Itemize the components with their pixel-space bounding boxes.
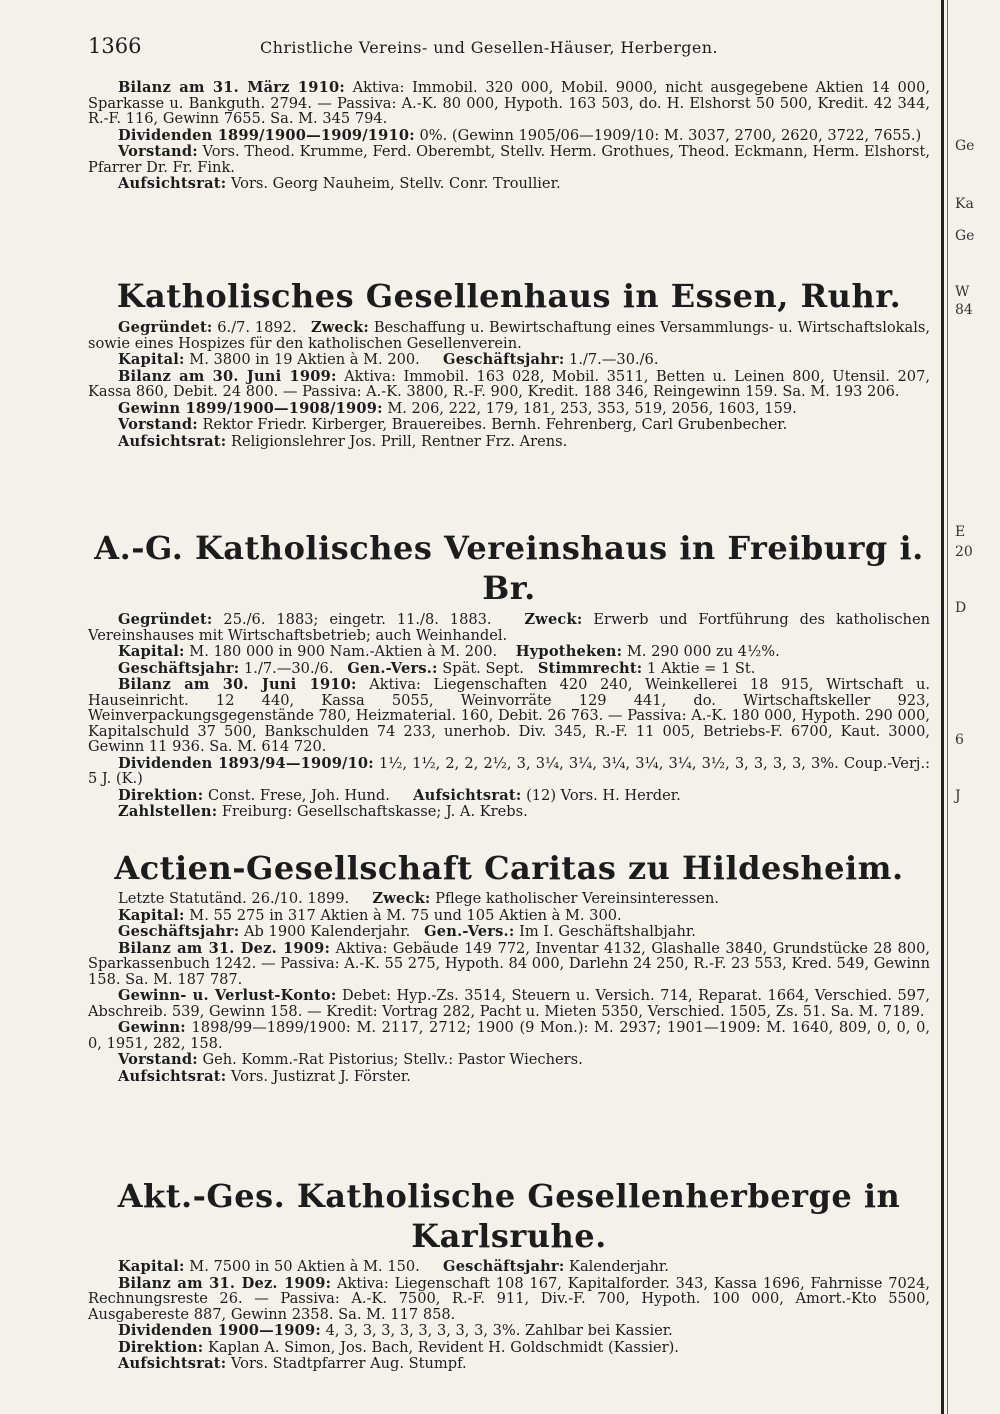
page-number: 1366 [88, 34, 142, 58]
section-karlsruhe [88, 1176, 930, 1373]
margin-fragment: 6 [955, 732, 964, 748]
zweck-label: Zweck: [524, 611, 583, 628]
vorstand-text: Geh. Komm.-Rat Pistorius; Stellv.: Pastor Wiechers. [202, 1051, 583, 1068]
direktion-text: Kaplan A. Simon, Jos. Bach, Revident H. Goldschmidt (Kassier). [207, 1338, 679, 1356]
gegruendet-label: Gegründet: [118, 319, 213, 336]
direktion-label: Direktion: [118, 1338, 204, 1356]
kapital-label: Kapital: [118, 351, 185, 368]
hypotheken-label: Hypotheken: [515, 643, 623, 660]
aufsichtsrat-text: Vors. Stadtpfarrer Aug. Stumpf. [230, 1355, 467, 1372]
column-rule [941, 0, 944, 1414]
genvers-text: Spät. Sept. [442, 659, 524, 677]
geschaeftsjahr-label: Geschäftsjahr: [443, 351, 565, 368]
heading-karlsruhe: Akt.-Ges. Katholische Gesellenherberge in Karlsruhe. [117, 1177, 901, 1255]
bilanz-label: Bilanz am 30. Juni 1909: [118, 367, 337, 385]
bilanz-text: Aktiva: Gebäude 149 772, Inventar 4132, Glashalle 3840, Grundstücke 28 800, Sparkassenbuch 1242. — Passiva: A.-K. 55 275, Hypoth. 84 000, Darlehn 24 250, R.-F. 23 553, Kred. 549, Gewinn 158. Sa. M. 187 787. [88, 939, 931, 988]
bilanz-text: Aktiva: Liegenschaft 108 167, Kapitalforder. 343, Kassa 1696, Fahrnisse 7024, Rechnungsreste 26. — Passiva: A.-K. 7500, R.-F. 911, Div.-F. 700, Hypoth. 100 000, Amort.-Kto 5500, Ausgabereste 887, Gewinn 2358. Sa. M. 117 858. [88, 1274, 930, 1323]
margin-fragment: Ka [955, 196, 974, 212]
dividenden-label: Dividenden 1893/94—1909/10: [118, 754, 374, 772]
section-hildesheim [88, 848, 930, 1085]
margin-fragment: 84 [955, 302, 973, 318]
heading-essen: Katholisches Gesellenhaus in Essen, Ruhr. [116, 277, 902, 315]
aufsichtsrat-label: Aufsichtsrat: [118, 175, 227, 192]
kapital-label: Kapital: [118, 643, 185, 660]
aufsichtsrat-label: Aufsichtsrat: [413, 786, 522, 804]
gewinn-label: Gewinn 1899/1900—1908/1909: [118, 399, 383, 417]
column-rule-thin [947, 0, 948, 1414]
margin-fragment: 20 [955, 544, 973, 560]
aufsichtsrat-text: (12) Vors. H. Herder. [526, 786, 681, 804]
gegruendet-label: Gegründet: [118, 611, 213, 628]
heading-freiburg: A.-G. Katholisches Vereinshaus in Freiburg i. Br. [94, 529, 924, 607]
dividenden-text: 1½, 1½, 2, 2, 2½, 3, 3¼, 3¼, 3¼, 3¼, 3¼, 3½, 3, 3, 3, 3, 3%. Coup.-Verj.: 5 J. (K.) [88, 754, 930, 787]
stimmrecht-label: Stimmrecht: [537, 659, 643, 677]
section-continuation [88, 80, 930, 193]
gewinn-text: M. 206, 222, 179, 181, 253, 353, 519, 2056, 1603, 159. [387, 399, 797, 417]
geschaeftsjahr-label: Geschäftsjahr: [118, 923, 240, 940]
geschaeftsjahr-label: Geschäftsjahr: [443, 1258, 565, 1275]
guv-label: Gewinn- u. Verlust-Konto: [118, 987, 337, 1004]
hypotheken-text: M. 290 000 zu 4½%. [626, 643, 780, 660]
genvers-label: Gen.-Vers.: [347, 659, 438, 677]
margin-fragment: Ge [955, 138, 975, 154]
vorstand-label: Vorstand: [118, 1051, 198, 1068]
vorstand-text: Vors. Theod. Krumme, Ferd. Oberembt, Stellv. Herm. Grothues, Theod. Eckmann, Herm. Elshorst, Pfarrer Dr. Fr. Fink. [88, 143, 930, 176]
stimmrecht-text: 1 Aktie = 1 St. [647, 659, 756, 677]
gewinn-text: 1898/99—1899/1900: M. 2117, 2712; 1900 (9 Mon.): M. 2937; 1901—1909: M. 1640, 809, 0, 0, 0, 0, 1951, 282, 158. [88, 1019, 931, 1052]
page-header [88, 34, 928, 60]
geschaeftsjahr-text: Ab 1900 Kalenderjahr. [244, 923, 411, 940]
running-title: Christliche Vereins- und Gesellen-Häuser, Herbergen. [260, 38, 718, 57]
bilanz-label: Bilanz am 31. März 1910: [118, 79, 345, 96]
dividenden-label: Dividenden 1899/1900—1909/1910: [118, 126, 415, 144]
bilanz-text: Aktiva: Immobil. 320 000, Mobil. 9000, nicht ausgegebene Aktien 14 000, Sparkasse u. Bankguth. 2794. — Passiva: A.-K. 80 000, Hypoth. 163 503, do. H. Elshorst 50 500, Kredit. 42 344, R.-F. 116, Gewinn 7655. Sa. M. 345 794. [88, 79, 931, 127]
aufsichtsrat-label: Aufsichtsrat: [118, 1067, 227, 1085]
margin-fragment: J [955, 788, 961, 804]
margin-fragment: E [955, 524, 966, 540]
dividenden-text: 0%. (Gewinn 1905/06—1909/10: M. 3037, 2700, 2620, 3722, 7655.) [419, 126, 922, 144]
gewinn-label: Gewinn: [118, 1019, 186, 1036]
aufsichtsrat-text: Religionslehrer Jos. Prill, Rentner Frz. Arens. [230, 432, 568, 450]
direktion-text: Const. Frese, Joh. Hund. [207, 786, 390, 804]
zweck-text: Erwerb und Fortführung des katholischen Vereinshauses mit Wirtschaftsbetrieb; auch Weinhandel. [88, 611, 930, 644]
zweck-label: Zweck: [372, 890, 431, 907]
zweck-text: Pflege katholischer Vereinsinteressen. [435, 890, 720, 907]
genvers-text: Im I. Geschäftshalbjahr. [519, 923, 696, 940]
vorstand-text: Rektor Friedr. Kirberger, Brauereibes. Bernh. Fehrenberg, Carl Grubenbecher. [202, 416, 788, 433]
dividenden-label: Dividenden 1900—1909: [118, 1322, 321, 1339]
gegruendet-text: 6./7. 1892. [217, 319, 297, 336]
zahlstellen-label: Zahlstellen: [118, 803, 218, 820]
kapital-text: M. 3800 in 19 Aktien à M. 200. [189, 351, 420, 368]
statut-text: Letzte Statutänd. 26./10. 1899. [118, 890, 350, 907]
zahlstellen-text: Freiburg: Gesellschaftskasse; J. A. Krebs. [221, 803, 528, 820]
zweck-text: Beschaffung u. Bewirtschaftung eines Versammlungs- u. Wirtschaftslokals, sowie eines Hospizes für den katholischen Gesellenverein. [88, 319, 931, 352]
geschaeftsjahr-text: Kalenderjahr. [569, 1258, 669, 1275]
section-essen [88, 276, 930, 450]
aufsichtsrat-label: Aufsichtsrat: [118, 432, 227, 450]
bilanz-text: Aktiva: Liegenschaften 420 240, Weinkellerei 18 915, Wirtschaft u. Hauseinricht. 12 440, Kassa 5055, Weinvorräte 129 441, do. Wirtschaftskeller 923, Weinverpackungsgegenstände 780, Heizmaterial. 160, Debit. 26 763. — Passiva: A.-K. 180 000, Hypoth. 290 000, Kapitalschuld 37 500, Bankschulden 74 233, unerhob. Div. 345, R.-F. 11 005, Betriebs-F. 6700, Kaut. 3000, Gewinn 11 936. Sa. M. 614 720. [88, 676, 930, 755]
margin-fragment: D [955, 600, 967, 616]
geschaeftsjahr-text: 1./7.—30./6. [244, 659, 334, 677]
margin-fragment: W [955, 284, 970, 300]
vorstand-label: Vorstand: [118, 416, 198, 433]
kapital-label: Kapital: [118, 906, 185, 924]
genvers-label: Gen.-Vers.: [424, 923, 515, 940]
bilanz-label: Bilanz am 31. Dez. 1909: [118, 1274, 332, 1292]
kapital-text: M. 180 000 in 900 Nam.-Aktien à M. 200. [189, 643, 498, 660]
kapital-text: M. 7500 in 50 Aktien à M. 150. [189, 1258, 420, 1275]
kapital-label: Kapital: [118, 1258, 185, 1275]
gegruendet-text: 25./6. 1883; eingetr. 11./8. 1883. [223, 611, 492, 628]
dividenden-text: 4, 3, 3, 3, 3, 3, 3, 3, 3, 3%. Zahlbar bei Kassier. [325, 1322, 673, 1339]
heading-hildesheim: Actien-Gesellschaft Caritas zu Hildesheim. [114, 849, 904, 887]
aufsichtsrat-text: Vors. Justizrat J. Förster. [230, 1067, 411, 1085]
bilanz-text: Aktiva: Immobil. 163 028, Mobil. 3511, Betten u. Leinen 800, Utensil. 207, Kassa 860, Debit. 24 800. — Passiva: A.-K. 3800, R.-F. 900, Kredit. 188 346, Reingewinn 159. Sa. M. 193 206. [88, 367, 930, 400]
aufsichtsrat-label: Aufsichtsrat: [118, 1355, 227, 1372]
margin-fragment: Ge [955, 228, 975, 244]
section-freiburg [88, 528, 930, 821]
bilanz-label: Bilanz am 31. Dez. 1909: [118, 939, 331, 957]
direktion-label: Direktion: [118, 786, 204, 804]
guv-text: Debet: Hyp.-Zs. 3514, Steuern u. Versich. 714, Reparat. 1664, Verschied. 597, Abschreib. 539, Gewinn 158. — Kredit: Vortrag 282, Pacht u. Mieten 5350, Verschied. 1505, Zs. 51. Sa. M. 7189. [88, 987, 930, 1020]
geschaeftsjahr-text: 1./7.—30./6. [569, 351, 659, 368]
vorstand-label: Vorstand: [118, 143, 198, 160]
bilanz-label: Bilanz am 30. Juni 1910: [118, 676, 357, 693]
aufsichtsrat-text: Vors. Georg Nauheim, Stellv. Conr. Troullier. [230, 175, 561, 192]
zweck-label: Zweck: [310, 319, 370, 336]
geschaeftsjahr-label: Geschäftsjahr: [118, 659, 240, 677]
kapital-text: M. 55 275 in 317 Aktien à M. 75 und 105 Aktien à M. 300. [189, 906, 622, 924]
